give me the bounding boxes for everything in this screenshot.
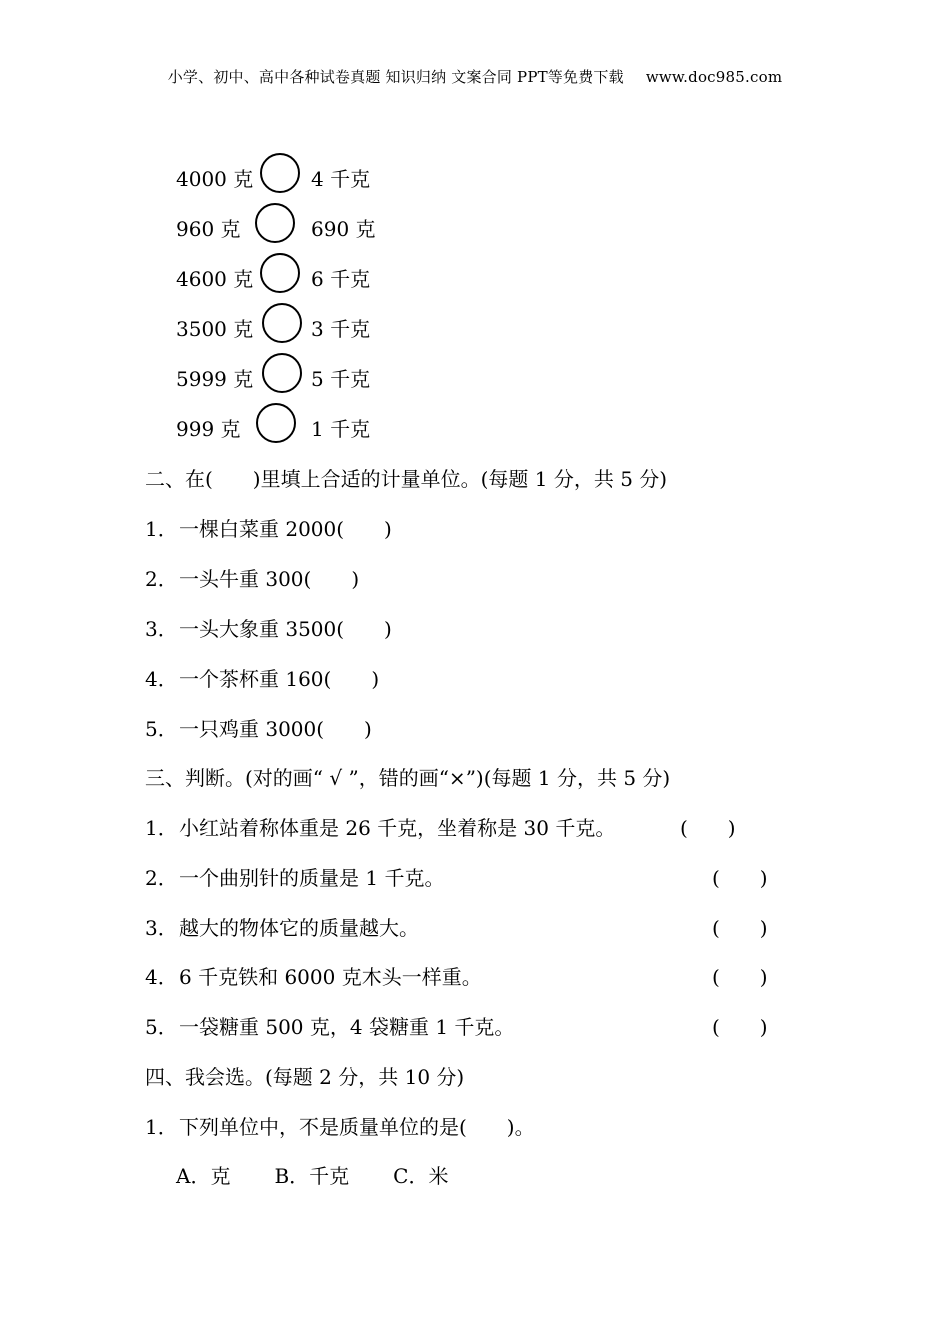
comparison-right: 690 克 <box>311 217 376 241</box>
question-item <box>145 613 392 642</box>
question-number: 3． <box>145 617 178 641</box>
judgement-item <box>145 862 444 891</box>
question-number: 2． <box>145 866 178 890</box>
comparison-right: 4 千克 <box>311 167 371 191</box>
question-text: 一头大象重 3500( ) <box>179 617 392 641</box>
question-number: 1． <box>145 816 178 840</box>
answer-parentheses[interactable]: ( ) <box>712 866 768 890</box>
option-list <box>176 1160 492 1189</box>
answer-parentheses[interactable]: ( ) <box>712 1015 768 1039</box>
comparison-left: 4600 克 <box>176 267 254 291</box>
judgement-item <box>145 961 482 990</box>
answer-circle[interactable] <box>260 253 300 293</box>
comparison-right: 5 千克 <box>311 367 371 391</box>
header-url: www.doc985.com <box>645 68 783 86</box>
question-item <box>145 713 372 742</box>
judgement-item <box>145 912 419 941</box>
comparison-left: 960 克 <box>176 217 241 241</box>
question-item <box>145 663 379 692</box>
answer-parentheses[interactable]: ( ) <box>712 965 768 989</box>
section-title: 二、在( )里填上合适的计量单位。(每题 1 分，共 5 分) <box>145 467 668 491</box>
answer-circle[interactable] <box>255 203 295 243</box>
answer-parentheses[interactable]: ( ) <box>680 816 736 840</box>
answer-circle[interactable] <box>262 353 302 393</box>
comparison-left: 4000 克 <box>176 167 254 191</box>
comparison-left: 5999 克 <box>176 367 254 391</box>
answer-circle[interactable] <box>256 403 296 443</box>
comparison-left: 3500 克 <box>176 317 254 341</box>
answer-circle[interactable] <box>262 303 302 343</box>
comparison-left: 999 克 <box>176 417 241 441</box>
question-text: 越大的物体它的质量越大。 <box>179 916 419 940</box>
judgement-item <box>145 812 615 841</box>
answer-parentheses[interactable]: ( ) <box>712 916 768 940</box>
question-text: 一个茶杯重 160( ) <box>179 667 380 691</box>
section-title: 四、我会选。(每题 2 分，共 10 分) <box>145 1065 465 1089</box>
question-text: 一袋糖重 500 克，4 袋糖重 1 千克。 <box>179 1015 515 1039</box>
question-number: 5． <box>145 1015 178 1039</box>
option-c[interactable]: C．米 <box>393 1164 449 1188</box>
question-item <box>145 1111 535 1140</box>
option-a[interactable]: A．克 <box>176 1164 231 1188</box>
question-number: 3． <box>145 916 178 940</box>
question-text: 一只鸡重 3000( ) <box>179 717 372 741</box>
header-text: 小学、初中、高中各种试卷真题 知识归纳 文案合同 PPT等免费下载 <box>167 68 624 86</box>
question-number: 5． <box>145 717 178 741</box>
answer-circle[interactable] <box>260 153 300 193</box>
question-text: 一头牛重 300( ) <box>179 567 360 591</box>
page-header <box>0 66 950 87</box>
question-item <box>145 563 359 592</box>
judgement-item <box>145 1011 514 1040</box>
question-item <box>145 513 392 542</box>
question-text: 下列单位中，不是质量单位的是( )。 <box>179 1115 535 1139</box>
question-text: 一个曲别针的质量是 1 千克。 <box>179 866 445 890</box>
question-text: 一棵白菜重 2000( ) <box>179 517 392 541</box>
question-number: 1． <box>145 1115 178 1139</box>
question-text: 6 千克铁和 6000 克木头一样重。 <box>179 965 482 989</box>
comparison-right: 3 千克 <box>311 317 371 341</box>
section-title: 三、判断。(对的画“ √ ”，错的画“×”)(每题 1 分，共 5 分) <box>145 766 671 790</box>
comparison-right: 6 千克 <box>311 267 371 291</box>
question-number: 1． <box>145 517 178 541</box>
question-number: 2． <box>145 567 178 591</box>
question-number: 4． <box>145 965 178 989</box>
question-number: 4． <box>145 667 178 691</box>
comparison-right: 1 千克 <box>311 417 371 441</box>
question-text: 小红站着称体重是 26 千克，坐着称是 30 千克。 <box>179 816 616 840</box>
option-b[interactable]: B．千克 <box>274 1164 350 1188</box>
